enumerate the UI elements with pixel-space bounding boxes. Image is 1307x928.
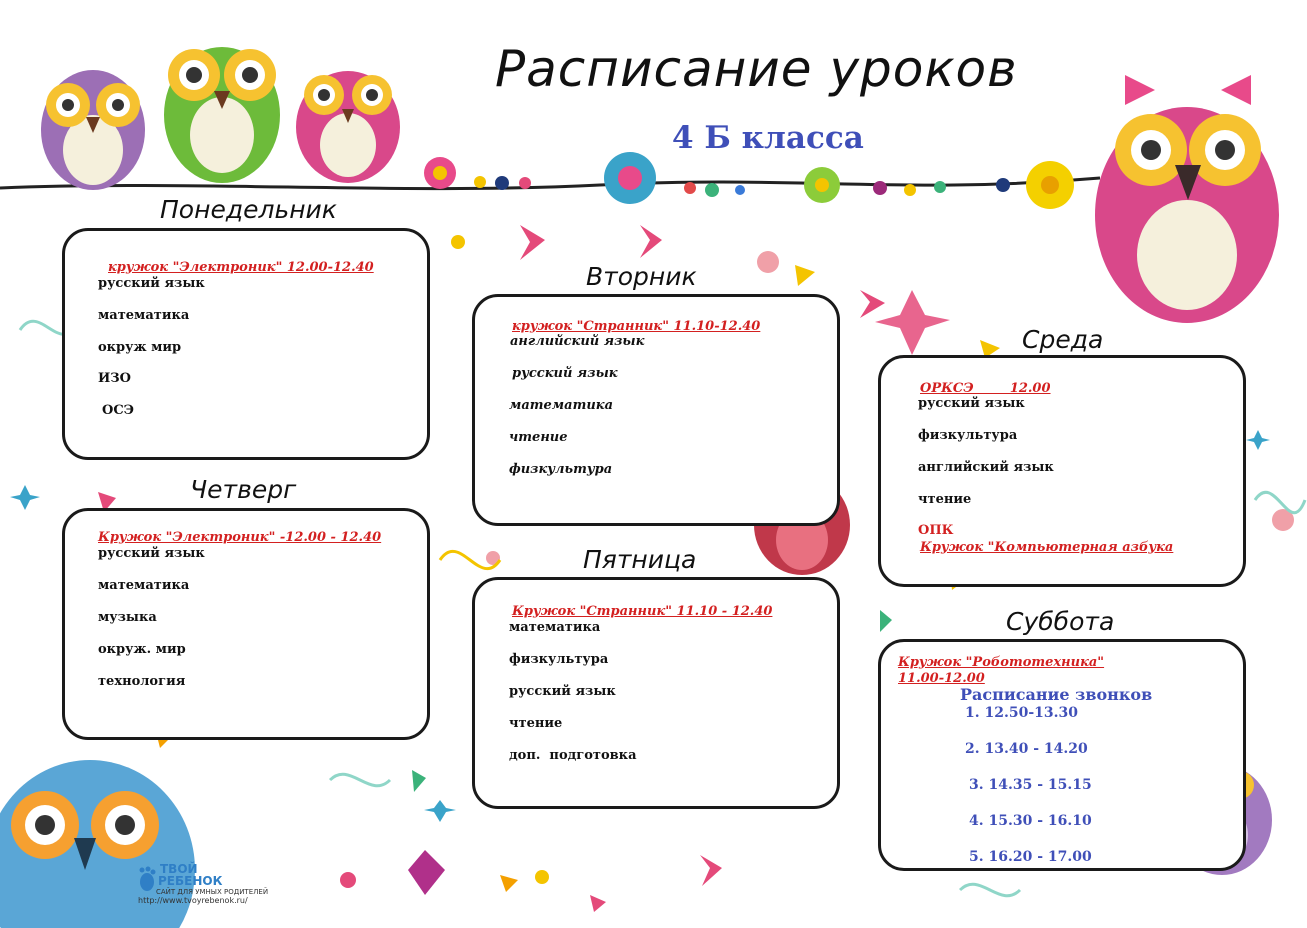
lesson-monday-5: ОСЭ <box>102 403 135 418</box>
bell-item-1: 1. 12.50-13.30 <box>965 705 1078 721</box>
lesson-monday-2: математика <box>98 308 190 323</box>
day-label-friday: Пятница <box>583 545 697 574</box>
lesson-friday-2: физкультура <box>509 652 609 667</box>
lesson-monday-4: ИЗО <box>98 371 131 386</box>
lesson-tuesday-2: русский язык <box>512 366 618 381</box>
lesson-monday-3: окруж мир <box>98 340 182 355</box>
day-label-wednesday: Среда <box>1022 325 1104 354</box>
lesson-thursday-3: музыка <box>98 610 157 625</box>
page-title: Расписание уроков <box>495 40 1018 98</box>
bell-item-2: 2. 13.40 - 14.20 <box>965 741 1088 757</box>
logo-url[interactable]: http://www.tvoyrebenok.ru/ <box>138 896 248 905</box>
lesson-tuesday-3: математика <box>509 398 614 413</box>
bells-title: Расписание звонков <box>960 685 1153 704</box>
bell-item-5: 5. 16.20 - 17.00 <box>969 849 1092 865</box>
logo-tagline: САЙТ ДЛЯ УМНЫХ РОДИТЕЛЕЙ <box>156 888 269 896</box>
lesson-monday-1: русский язык <box>98 276 205 291</box>
lesson-tuesday-4: чтение <box>509 430 568 445</box>
flower-icon <box>1026 161 1074 209</box>
day-label-monday: Понедельник <box>160 195 337 224</box>
bell-item-3: 3. 14.35 - 15.15 <box>969 777 1092 793</box>
opk-wednesday: ОПК <box>918 523 954 538</box>
club2-wednesday: Кружок "Компьютерная азбука <box>920 540 1174 555</box>
club-saturday-time: 11.00-12.00 <box>898 671 985 686</box>
flower-icon <box>424 157 456 189</box>
logo-line2: РЕБЕНОК <box>158 874 223 888</box>
day-label-thursday: Четверг <box>190 475 297 504</box>
lesson-thursday-4: окруж. мир <box>98 642 186 657</box>
owl-purple-icon <box>28 35 158 195</box>
day-label-tuesday: Вторник <box>586 262 697 291</box>
club-friday: Кружок "Странник" 11.10 - 12.40 <box>512 604 773 619</box>
lesson-tuesday-1: английский язык <box>510 334 645 349</box>
lesson-friday-1: математика <box>509 620 601 635</box>
lesson-wednesday-3: английский язык <box>918 460 1054 475</box>
club-thursday: Кружок "Электроник" -12.00 - 12.40 <box>98 530 382 545</box>
flower-icon <box>604 152 656 204</box>
lesson-wednesday-2: физкультура <box>918 428 1018 443</box>
day-label-saturday: Суббота <box>1006 607 1115 636</box>
lesson-thursday-2: математика <box>98 578 190 593</box>
footprint-icon <box>138 866 156 892</box>
owl-pink-icon <box>288 35 408 185</box>
lesson-wednesday-4: чтение <box>918 492 972 507</box>
owl-pink-large-icon <box>1085 55 1290 330</box>
club-saturday: Кружок "Робототехника" <box>898 655 1105 670</box>
lesson-thursday-1: русский язык <box>98 546 205 561</box>
lesson-friday-5: доп. подготовка <box>509 748 637 763</box>
club-monday: кружок "Электроник" 12.00-12.40 <box>108 260 374 275</box>
lesson-friday-4: чтение <box>509 716 563 731</box>
lesson-wednesday-1: русский язык <box>918 396 1025 411</box>
club-wednesday: ОРКСЭ 12.00 <box>920 381 1051 396</box>
owl-green-icon <box>152 5 292 185</box>
club-tuesday: кружок "Странник" 11.10-12.40 <box>512 319 761 334</box>
flower-icon <box>804 167 840 203</box>
bell-item-4: 4. 15.30 - 16.10 <box>969 813 1092 829</box>
site-logo <box>138 862 269 912</box>
logo-line1: ТВОЙ <box>160 862 198 876</box>
lesson-tuesday-5: физкультура <box>509 462 613 477</box>
page-subtitle: 4 Б класса <box>672 120 864 156</box>
lesson-thursday-5: технология <box>98 674 186 689</box>
lesson-friday-3: русский язык <box>509 684 616 699</box>
